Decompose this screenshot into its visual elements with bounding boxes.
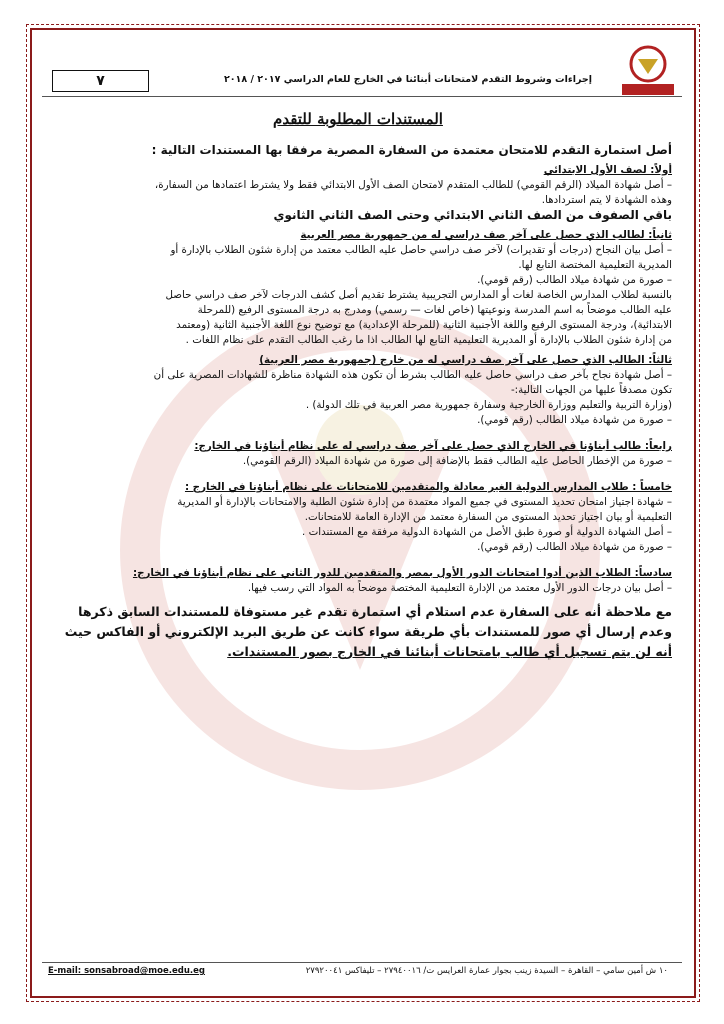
section-1-line: وهذه الشهادة لا يتم استردادها. <box>541 194 672 206</box>
final-note <box>44 602 672 662</box>
footer-address: ١٠ ش أمين سامي – القاهرة – السيدة زينب بجوار عمارة العرايس ت/ ٢٧٩٤٠٠١٦ – تليفاكس ٢٧٩٢٠٠٤١ <box>305 966 668 976</box>
section-1-line: – أصل شهادة الميلاد (الرقم القومي) للطالب المتقدم لامتحان الصف الأول الابتدائي فقط ولا يشترط اعتمادها من السفارة، <box>154 179 672 191</box>
section-3-line: تكون مصدقاً عليها من الجهات التالية:- <box>510 384 672 396</box>
section-5-line: – شهادة اجتياز امتحان تحديد المستوى في جميع المواد معتمدة من إدارة شئون الطلبة والامتحانات بالإدارة أو المديرية <box>177 496 672 508</box>
page-number: ٧ <box>52 70 149 92</box>
section-5-line: التعليمية أو بيان اجتياز تحديد المستوى من السفارة معتمد من الإدارة العامة للامتحانات. <box>304 511 672 523</box>
page-header <box>42 44 682 96</box>
footer-divider <box>42 962 682 963</box>
section-2-heading: ثانياً: لطالب الذي حصل على آخر صف دراسي له من جمهورية مصر العربية <box>300 229 672 241</box>
section-2-line: – أصل بيان النجاح (درجات أو تقديرات) لآخر صف دراسي حاصل عليه الطالب معتمد من إدارة شئون الطلاب بالإدارة أو <box>170 244 672 256</box>
section-3-line: – صورة من شهادة ميلاد الطالب (رقم قومي). <box>477 414 672 426</box>
section-2-line: عليه الطالب موضحاً به اسم المدرسة ونوعيتها (خاص لغات — رسمي) ومدرج به درجة المستوى الرفيع (للمرحلة <box>197 304 672 316</box>
section-6-heading: سادساً: الطلاب الذين أدوا امتحانات الدور الأول بمصر والمتقدمين للدور الثاني على نظام أبناؤنا في الخارج: <box>132 567 672 579</box>
final-note-line: أنه لن يتم تسجيل أي طالب بامتحانات أبنائنا في الخارج بصور المستندات. <box>227 644 672 659</box>
page-title: المستندات المطلوبة للتقدم <box>273 110 443 128</box>
ministry-logo-icon <box>616 44 680 96</box>
section-2-line: بالنسبة لطلاب المدارس الخاصة لغات أو المدارس التجريبية يشترط تقديم أصل كشف الدرجات لآخر صف دراسي حاصل <box>165 289 672 301</box>
section-5-heading: خامساً : طلاب المدارس الدولية الغير معادلة والمتقدمين للامتحانات على نظام أبناؤنا في الخارج : <box>184 481 672 493</box>
section-1-heading: أولاً: لصف الأول الابتدائي <box>543 164 672 176</box>
document-body <box>44 108 672 662</box>
section-2-line: المديرية التعليمية المختصة التابع لها. <box>518 259 672 271</box>
section-2-line: – صورة من شهادة ميلاد الطالب (رقم قومي). <box>477 274 672 286</box>
section-2-line: الابتدائية)، ودرجة المستوى الرفيع واللغة الأجنبية الثانية (للمرحلة الإعدادية) مع توضيح نوع اللغة الأجنبية الثانية (ومعتمد <box>176 319 672 331</box>
intro-text: أصل استمارة التقدم للامتحان معتمدة من السفارة المصرية مرفقا بها المستندات التالية : <box>151 143 672 157</box>
final-note-line: مع ملاحظة أنه على السفارة عدم استلام أي استمارة تقدم غير مستوفاة للمستندات السابق ذكرها <box>78 604 672 619</box>
section-3-heading: ثالثاً: الطالب الذي حصل على آخر صف دراسي له من خارج (جمهورية مصر العربية) <box>259 354 672 366</box>
final-note-line: وعدم إرسال أي صور للمستندات بأي طريقة سواء كانت عن طريق البريد الإلكتروني أو الفاكس حيث <box>64 624 672 639</box>
footer-email-link[interactable]: E-mail: sonsabroad@moe.edu.eg <box>48 966 205 976</box>
rest-grades-heading: باقي الصفوف من الصف الثاني الابتدائي وحتى الصف الثاني الثانوي <box>273 208 672 222</box>
section-6-line: – أصل بيان درجات الدور الأول معتمد من الإدارة التعليمية المختصة موضحاً به المواد التي رسب فيها. <box>247 582 672 594</box>
section-3-line: (وزارة التربية والتعليم ووزارة الخارجية وسفارة جمهورية مصر العربية في تلك الدولة) . <box>305 399 672 411</box>
section-3-line: – أصل شهادة نجاح بآخر صف دراسي حاصل عليه الطالب بشرط أن تكون هذه الشهادة مناظرة للشهادات المصرية على أن <box>153 369 672 381</box>
section-5-line: – أصل الشهادة الدولية أو صورة طبق الأصل من الشهادة الدولية مرفقة مع المستندات . <box>302 526 672 538</box>
section-4-line: – صورة من الإخطار الحاصل عليه الطالب فقط بالإضافة إلى صورة من شهادة الميلاد (الرقم القومي). <box>242 455 672 467</box>
section-4-heading: رابعاً: طالب أبناؤنا في الخارج الذي حصل على آخر صف دراسي له على نظام أبناؤنا في الخارج: <box>194 440 672 452</box>
header-divider <box>42 96 682 97</box>
header-title: إجراءات وشروط التقدم لامتحانات أبنائنا في الخارج للعام الدراسي ٢٠١٧ / ٢٠١٨ <box>223 74 592 85</box>
section-2-line: من إدارة شئون الطلاب بالإدارة أو المديرية التعليمية التابع لها الطالب اذا ما رغب الطالب التقدم على نظام اللغات . <box>185 334 672 346</box>
section-5-line: – صورة من شهادة ميلاد الطالب (رقم قومي). <box>477 541 672 553</box>
